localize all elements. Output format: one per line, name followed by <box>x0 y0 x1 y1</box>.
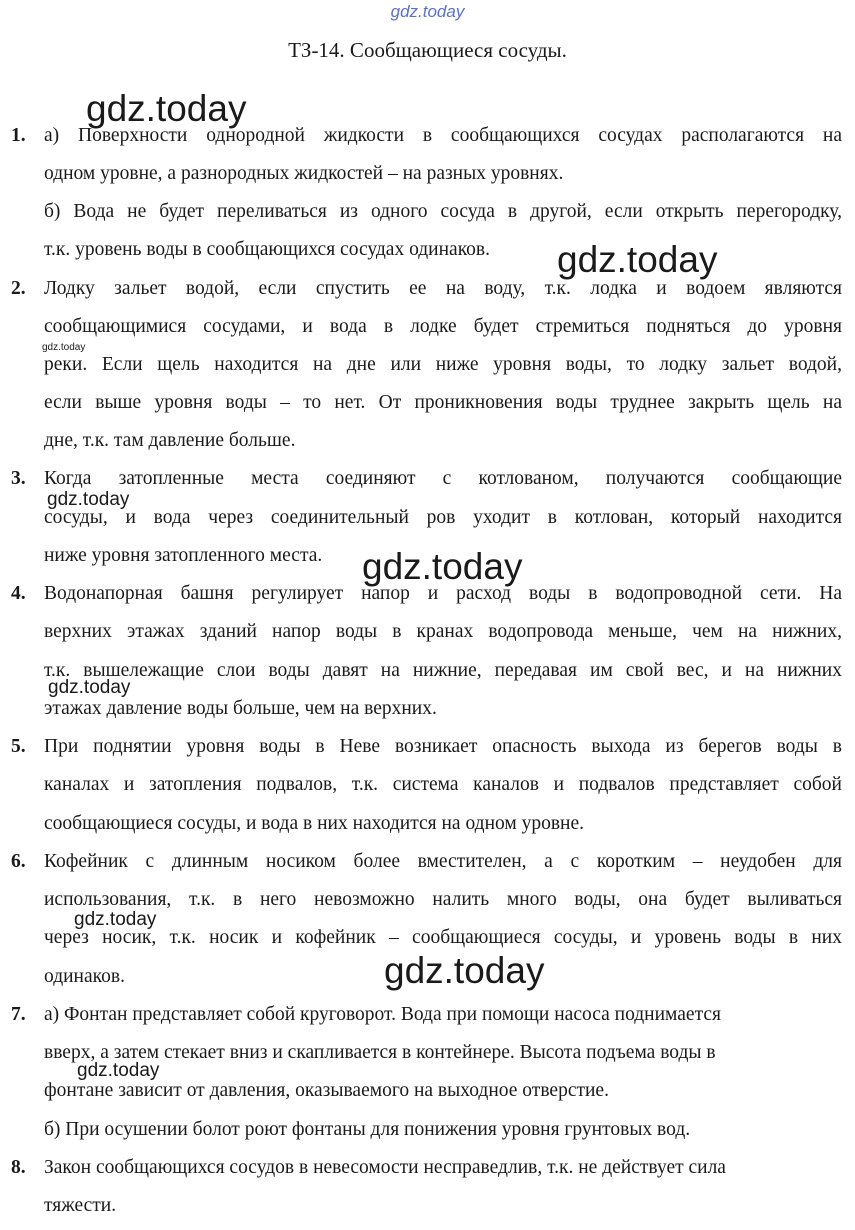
answer-number-6: 6. <box>11 851 26 872</box>
answer-6-line-3: через носик, т.к. носик и кофейник – сообщающиеся сосуды, и уровень воды в них <box>44 927 842 948</box>
answer-7-line-4: б) При осушении болот роют фонтаны для понижения уровня грунтовых вод. <box>44 1119 691 1140</box>
answer-2-line-4: если выше уровня воды – то нет. От проникновения воды труднее закрыть щель на <box>44 392 842 413</box>
answer-7-line-1: а) Фонтан представляет собой круговорот. Вода при помощи насоса поднимается <box>44 1004 721 1025</box>
answer-number-1: 1. <box>11 125 26 146</box>
answer-number-4: 4. <box>11 583 26 604</box>
watermark: gdz.today <box>557 239 718 280</box>
watermark: gdz.today <box>77 1060 160 1081</box>
answer-5-line-2: каналах и затопления подвалов, т.к. система каналов и подвалов представляет собой <box>44 774 842 795</box>
answer-3-line-3: ниже уровня затопленного места. <box>44 545 323 566</box>
watermark: gdz.today <box>362 546 523 587</box>
answer-2-line-5: дне, т.к. там давление больше. <box>44 430 296 451</box>
answer-1-line-3: б) Вода не будет переливаться из одного сосуда в другой, если открыть перегородку, <box>44 201 842 222</box>
answer-3-line-1: Когда затопленные места соединяют с котлованом, получаются сообщающие <box>44 468 842 489</box>
watermark: gdz.today <box>74 909 157 930</box>
page-title: ТЗ-14. Сообщающиеся сосуды. <box>288 38 567 62</box>
answer-5-line-1: При поднятии уровня воды в Неве возникает опасность выхода из берегов воды в <box>44 736 842 757</box>
answer-6-line-1: Кофейник с длинным носиком более вместителен, а с коротким – неудобен для <box>44 851 842 872</box>
answer-2-line-3: реки. Если щель находится на дне или ниже уровня воды, то лодку зальет водой, <box>44 354 842 375</box>
answer-4-line-1: Водонапорная башня регулирует напор и расход воды в водопроводной сети. На <box>44 583 842 604</box>
answer-6-line-4: одинаков. <box>44 966 125 987</box>
answer-1-line-4: т.к. уровень воды в сообщающихся сосудах одинаков. <box>44 239 491 260</box>
answer-1-line-1: а) Поверхности однородной жидкости в сообщающихся сосудах располагаются на <box>44 125 842 146</box>
watermark: gdz.today <box>42 342 86 353</box>
answer-2-line-2: сообщающимися сосудами, и вода в лодке будет стремиться подняться до уровня <box>44 316 842 337</box>
answer-7-line-2: вверх, а затем стекает вниз и скапливается в контейнере. Высота подъема воды в <box>44 1042 716 1063</box>
watermark: gdz.today <box>47 489 130 510</box>
site-mark: gdz.today <box>390 2 465 21</box>
answer-3-line-2: сосуды, и вода через соединительный ров уходит в котлован, который находится <box>44 507 842 528</box>
answer-number-5: 5. <box>11 736 26 757</box>
watermark: gdz.today <box>48 677 131 698</box>
answer-5-line-3: сообщающиеся сосуды, и вода в них находится на одном уровне. <box>44 813 585 834</box>
answer-2-line-1: Лодку зальет водой, если спустить ее на воду, т.к. лодка и водоем являются <box>44 278 842 299</box>
answer-number-3: 3. <box>11 468 26 489</box>
answer-8-line-2: тяжести. <box>44 1195 117 1216</box>
answer-number-7: 7. <box>11 1004 26 1025</box>
watermark: gdz.today <box>384 950 545 991</box>
answer-number-8: 8. <box>11 1157 26 1178</box>
answer-6-line-2: использования, т.к. в него невозможно налить много воды, она будет выливаться <box>44 889 842 910</box>
answer-4-line-2: верхних этажах зданий напор воды в кранах водопровода меньше, чем на нижних, <box>44 621 842 642</box>
answer-8-line-1: Закон сообщающихся сосудов в невесомости несправедлив, т.к. не действует сила <box>44 1157 726 1178</box>
answer-number-2: 2. <box>11 278 26 299</box>
answer-4-line-3: т.к. вышележащие слои воды давят на нижние, передавая им свой вес, и на нижних <box>44 660 842 681</box>
answer-4-line-4: этажах давление воды больше, чем на верхних. <box>44 698 437 719</box>
watermark: gdz.today <box>86 88 247 129</box>
answer-1-line-2: одном уровне, а разнородных жидкостей – на разных уровнях. <box>44 163 564 184</box>
answer-7-line-3: фонтане зависит от давления, оказываемого на выходное отверстие. <box>44 1080 609 1101</box>
